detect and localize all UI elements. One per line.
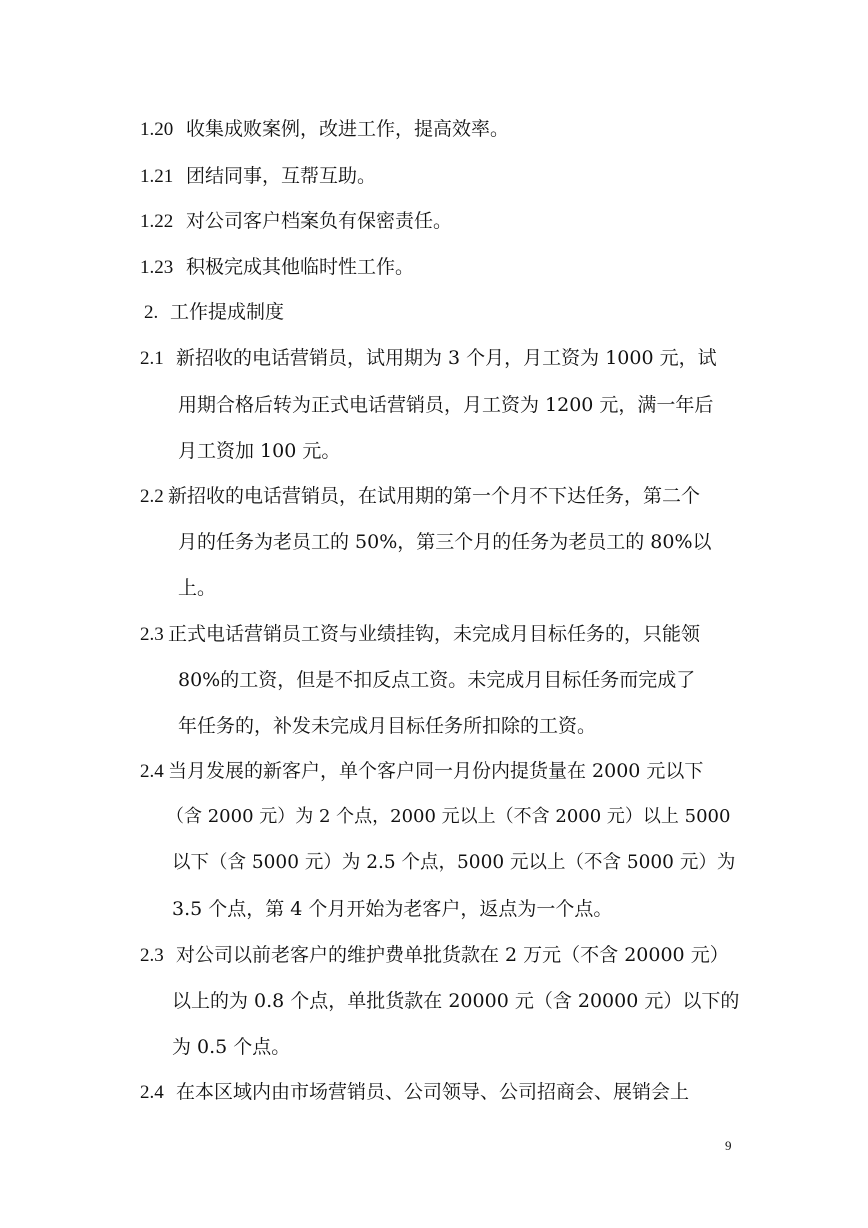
- clause-2-3-second: [140, 943, 729, 967]
- clause-line: 正式电话营销员工资与业绩挂钩，未完成月目标任务的，只能领: [168, 623, 701, 645]
- item-text: 积极完成其他临时性工作。: [186, 256, 415, 278]
- clause-number: 2.4: [140, 1082, 164, 1103]
- section-number: 2.: [144, 302, 159, 323]
- section-heading: [144, 300, 284, 324]
- item-1-20: [140, 117, 509, 141]
- clause-2-2: [140, 484, 700, 508]
- item-number: 1.20: [140, 119, 174, 140]
- item-1-23: [140, 255, 414, 279]
- clause-number: 2.4: [140, 761, 164, 782]
- item-number: 1.21: [140, 166, 174, 187]
- clause-number: 2.3: [140, 945, 164, 966]
- clause-2-3-second-line-3: 为 0.5 个点。: [172, 1036, 291, 1058]
- clause-number: 2.2: [140, 486, 164, 507]
- item-text: 收集成败案例，改进工作，提高效率。: [186, 118, 510, 140]
- clause-2-2-line-2: 月的任务为老员工的 50%，第三个月的任务为老员工的 80%以: [178, 531, 712, 553]
- clause-2-3: [140, 622, 700, 646]
- clause-2-4: [140, 759, 703, 783]
- item-number: 1.22: [140, 211, 174, 232]
- item-1-21: [140, 164, 376, 188]
- clause-2-3-line-3: 年任务的，补发未完成月目标任务所扣除的工资。: [178, 715, 597, 737]
- page-number: 9: [725, 1138, 732, 1153]
- clause-2-3-second-line-2: 以上的为 0.8 个点，单批货款在 20000 元（含 20000 元）以下的: [172, 990, 740, 1012]
- clause-2-4-line-4: 3.5 个点，第 4 个月开始为老客户，返点为一个点。: [172, 898, 613, 920]
- clause-2-4-line-3: 以下（含 5000 元）为 2.5 个点，5000 元以上（不含 5000 元）为: [172, 852, 736, 873]
- clause-2-4-second: [140, 1080, 689, 1104]
- clause-line: 当月发展的新客户，单个客户同一月份内提货量在 2000 元以下: [168, 760, 704, 782]
- clause-2-4-line-2: （含 2000 元）为 2 个点，2000 元以上（不含 2000 元）以上 5000: [166, 806, 731, 827]
- clause-line: 在本区域内由市场营销员、公司领导、公司招商会、展销会上: [176, 1081, 690, 1103]
- item-1-22: [140, 209, 452, 233]
- clause-2-1: [140, 346, 717, 370]
- clause-line: 对公司以前老客户的维护费单批货款在 2 万元（不含 20000 元）: [176, 944, 729, 966]
- item-text: 对公司客户档案负有保密责任。: [186, 210, 453, 232]
- clause-number: 2.3: [140, 624, 164, 645]
- item-text: 团结同事，互帮互助。: [186, 165, 377, 187]
- clause-number: 2.1: [140, 348, 164, 369]
- item-number: 1.23: [140, 257, 174, 278]
- clause-2-1-line-2: 用期合格后转为正式电话营销员，月工资为 1200 元，满一年后: [178, 394, 714, 416]
- section-title: 工作提成制度: [170, 301, 285, 323]
- clause-2-3-line-2: 80%的工资，但是不扣反点工资。未完成月目标任务而完成了: [178, 669, 696, 691]
- clause-2-1-line-3: 月工资加 100 元。: [178, 440, 341, 462]
- clause-line: 新招收的电话营销员，试用期为 3 个月，月工资为 1000 元，试: [176, 347, 717, 369]
- clause-line: 新招收的电话营销员，在试用期的第一个月不下达任务，第二个: [168, 485, 701, 507]
- clause-2-2-line-3: 上。: [178, 577, 217, 599]
